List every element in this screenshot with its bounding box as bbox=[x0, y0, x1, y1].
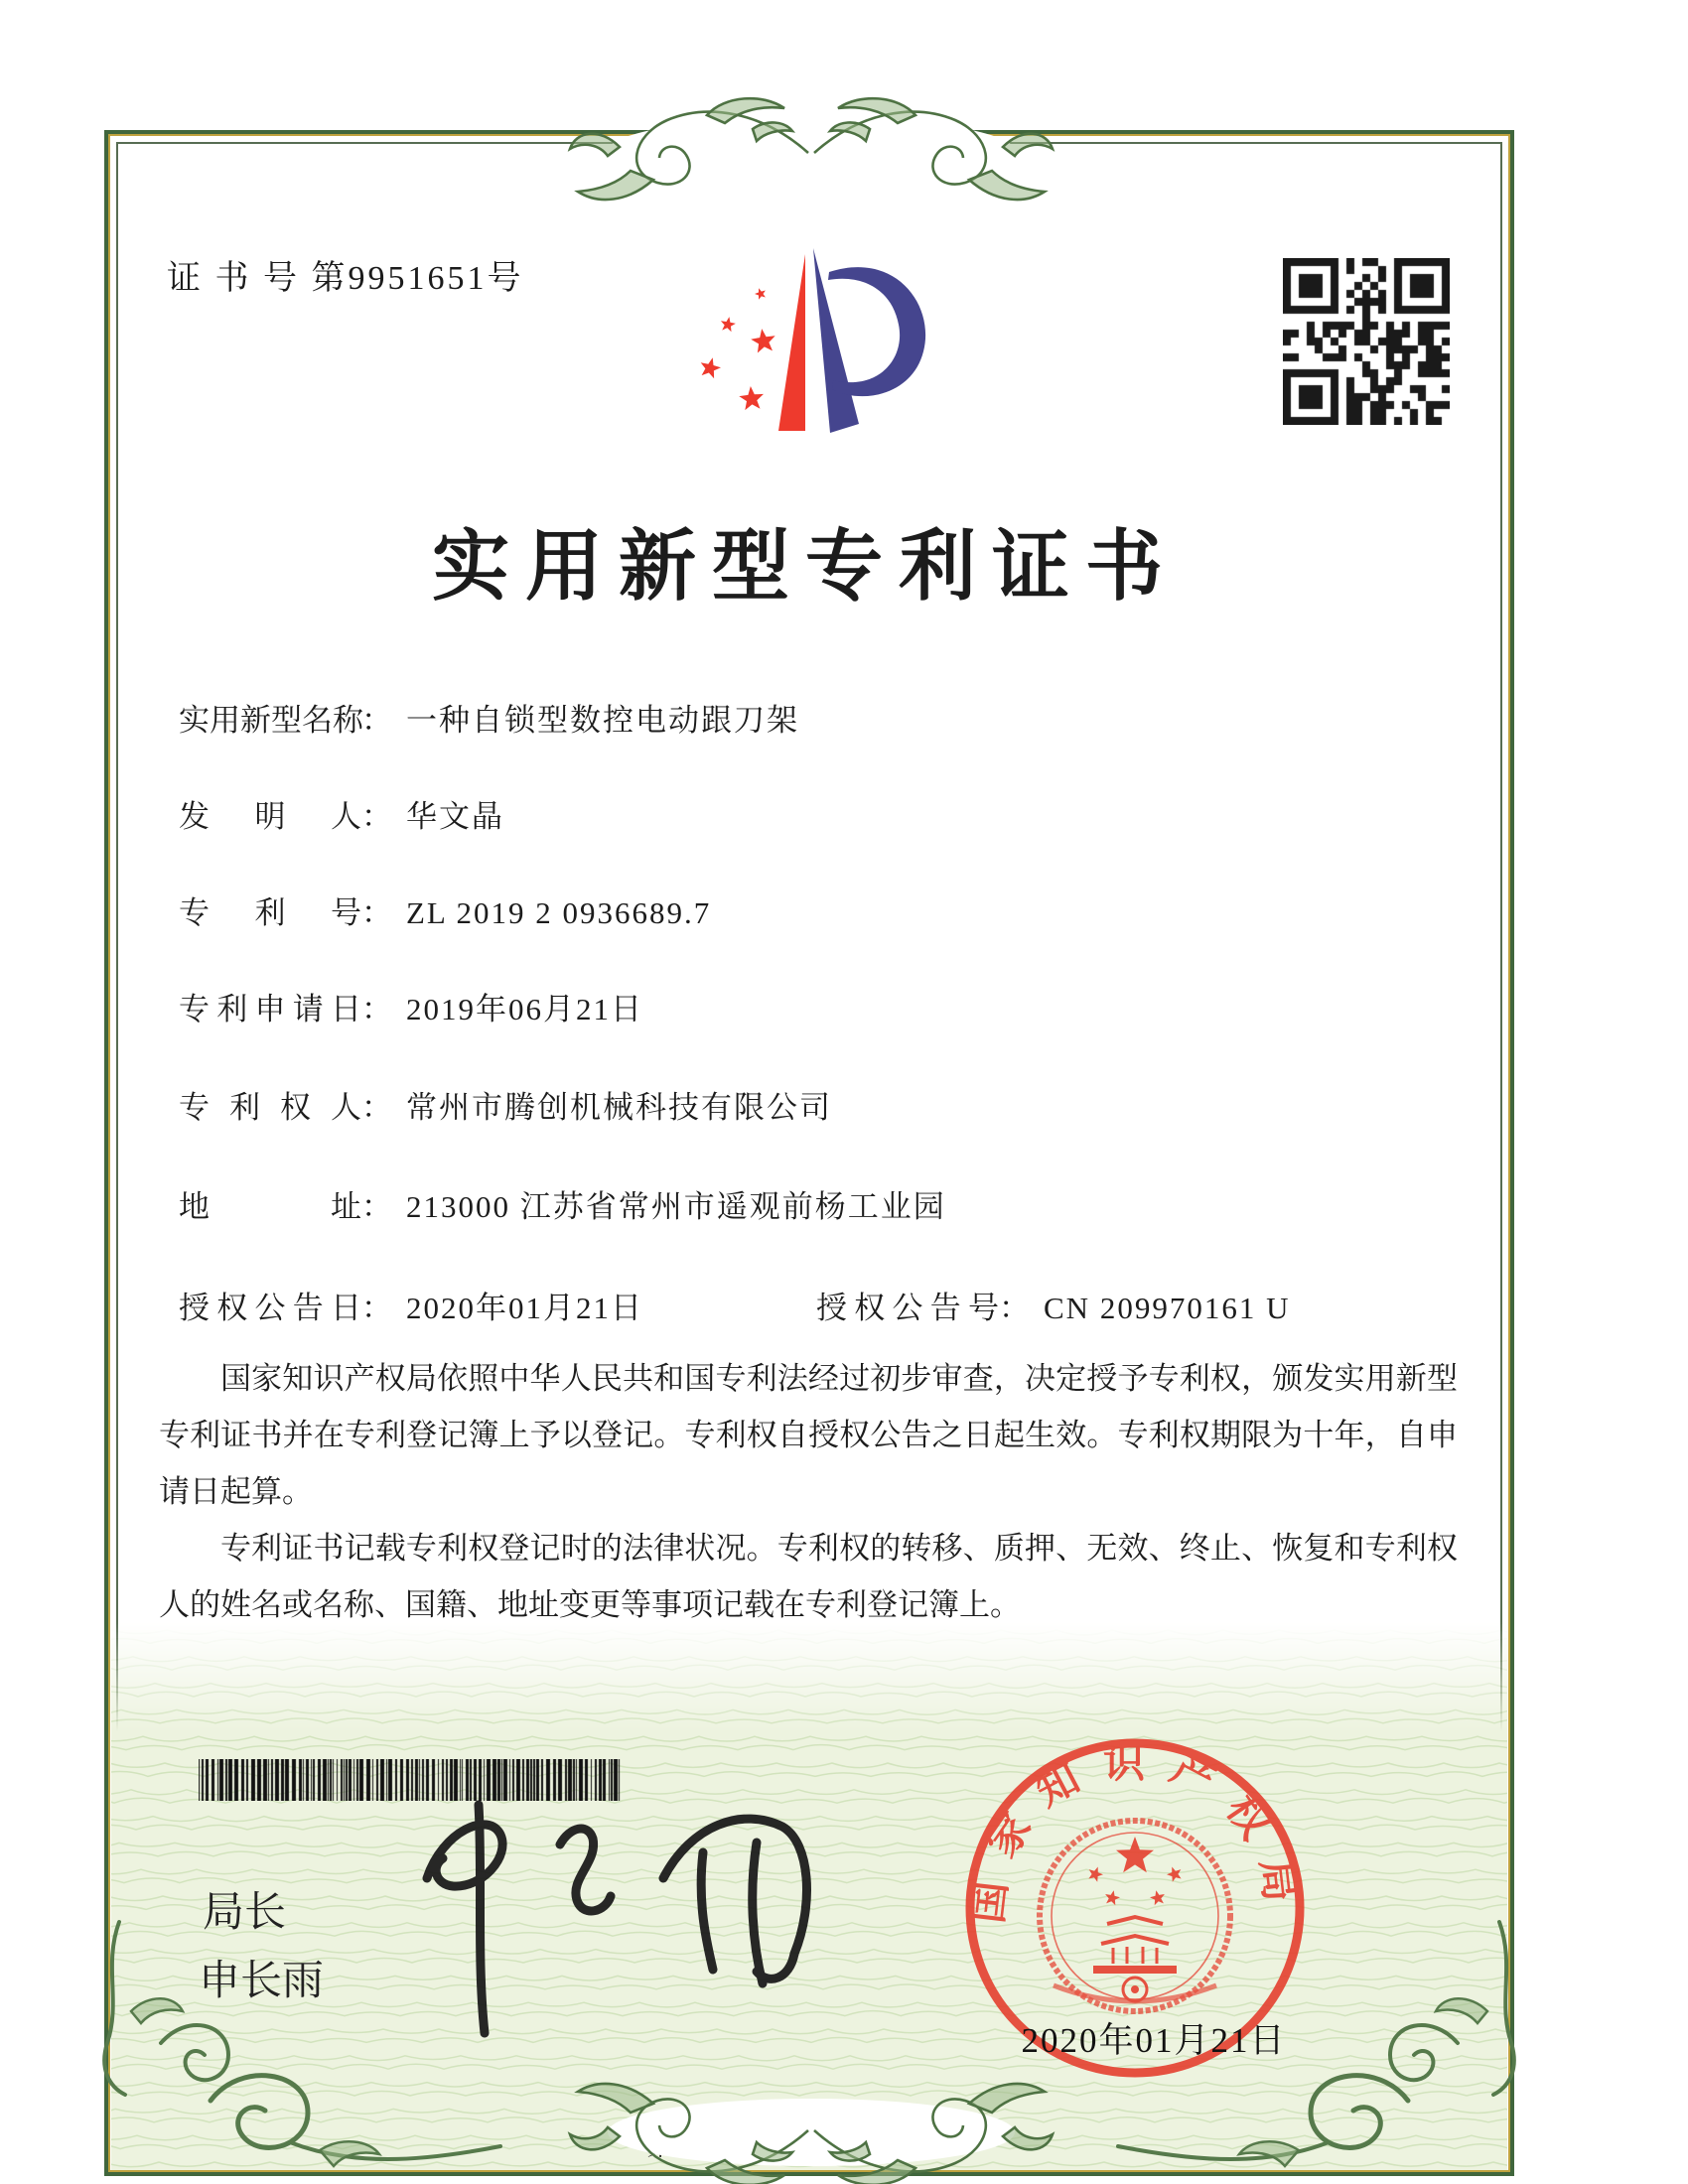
certificate-number: 证 书 号 第9951651号 bbox=[167, 260, 524, 297]
field-label: 专利申请日 bbox=[179, 992, 361, 1026]
bottom-scroll-ornament bbox=[558, 2077, 1064, 2184]
field-row-inventor: 发明人： 华文晶 bbox=[179, 791, 504, 836]
grant-number-pair: 授权公告号： CN 209970161 U bbox=[816, 1283, 1290, 1327]
field-row-address: 地址： 213000 江苏省常州市遥观前杨工业园 bbox=[179, 1181, 946, 1226]
field-value: 213000 江苏省常州市遥观前杨工业园 bbox=[406, 1189, 946, 1224]
field-label: 地址 bbox=[179, 1189, 361, 1224]
field-row-filing-date: 专利申请日： 2019年06月21日 bbox=[179, 984, 643, 1028]
field-value: CN 209970161 U bbox=[1044, 1291, 1291, 1325]
qr-code bbox=[1283, 258, 1450, 425]
legal-paragraph-2: 专利证书记载专利权登记时的法律状况。专利权的转移、质押、无效、终止、恢复和专利权人的姓名或名称、国籍、地址变更等事项记载在专利登记簿上。 bbox=[159, 1531, 1458, 1623]
seal-agency-text: 国家知识产权局 bbox=[965, 1740, 1305, 1926]
cnipa-logo bbox=[683, 244, 943, 445]
logo-star bbox=[755, 288, 766, 299]
logo-star bbox=[751, 329, 775, 352]
top-scroll-ornament bbox=[558, 93, 1064, 206]
legal-text bbox=[159, 1350, 1458, 1633]
field-row-name: 实用新型名称： 一种自锁型数控电动跟刀架 bbox=[179, 695, 799, 740]
logo-star bbox=[701, 357, 721, 378]
legal-paragraph-1: 国家知识产权局依照中华人民共和国专利法经过初步审查，决定授予专利权，颁发实用新型专利证书并在专利登记簿上予以登记。专利权自授权公告之日起生效。专利权期限为十年，自申请日起算。 bbox=[159, 1361, 1458, 1510]
field-value: 2019年06月21日 bbox=[406, 992, 643, 1026]
bottom-right-flourish bbox=[1100, 1916, 1527, 2176]
field-value: 常州市腾创机械科技有限公司 bbox=[406, 1090, 832, 1125]
bottom-left-flourish bbox=[91, 1916, 518, 2176]
certificate-title: 实用新型专利证书 bbox=[431, 523, 1179, 610]
field-label: 授权公告号 bbox=[816, 1291, 999, 1325]
field-label: 专利权人 bbox=[179, 1090, 361, 1125]
field-value: 华文晶 bbox=[406, 799, 504, 834]
logo-star bbox=[721, 317, 736, 332]
seal-date: 2020年01月21日 bbox=[1021, 2021, 1287, 2060]
field-label: 发明人 bbox=[179, 799, 361, 834]
field-label: 授权公告日 bbox=[179, 1291, 361, 1325]
field-label: 实用新型名称 bbox=[179, 703, 363, 738]
commissioner-name: 申长雨 bbox=[199, 1957, 325, 2003]
field-value: ZL 2019 2 0936689.7 bbox=[406, 895, 712, 930]
field-row-patent-number: 专利号： ZL 2019 2 0936689.7 bbox=[179, 887, 711, 932]
field-value: 一种自锁型数控电动跟刀架 bbox=[406, 703, 799, 738]
logo-red-wedge bbox=[778, 254, 805, 431]
logo-star bbox=[739, 386, 764, 410]
field-label: 专利号 bbox=[179, 895, 361, 930]
field-value: 2020年01月21日 bbox=[406, 1291, 643, 1325]
field-row-grant: 授权公告日： 2020年01月21日 授权公告号： CN 209970161 U bbox=[179, 1283, 643, 1327]
field-row-patentee: 专利权人： 常州市腾创机械科技有限公司 bbox=[179, 1082, 832, 1127]
commissioner-title: 局长 bbox=[203, 1888, 287, 1935]
